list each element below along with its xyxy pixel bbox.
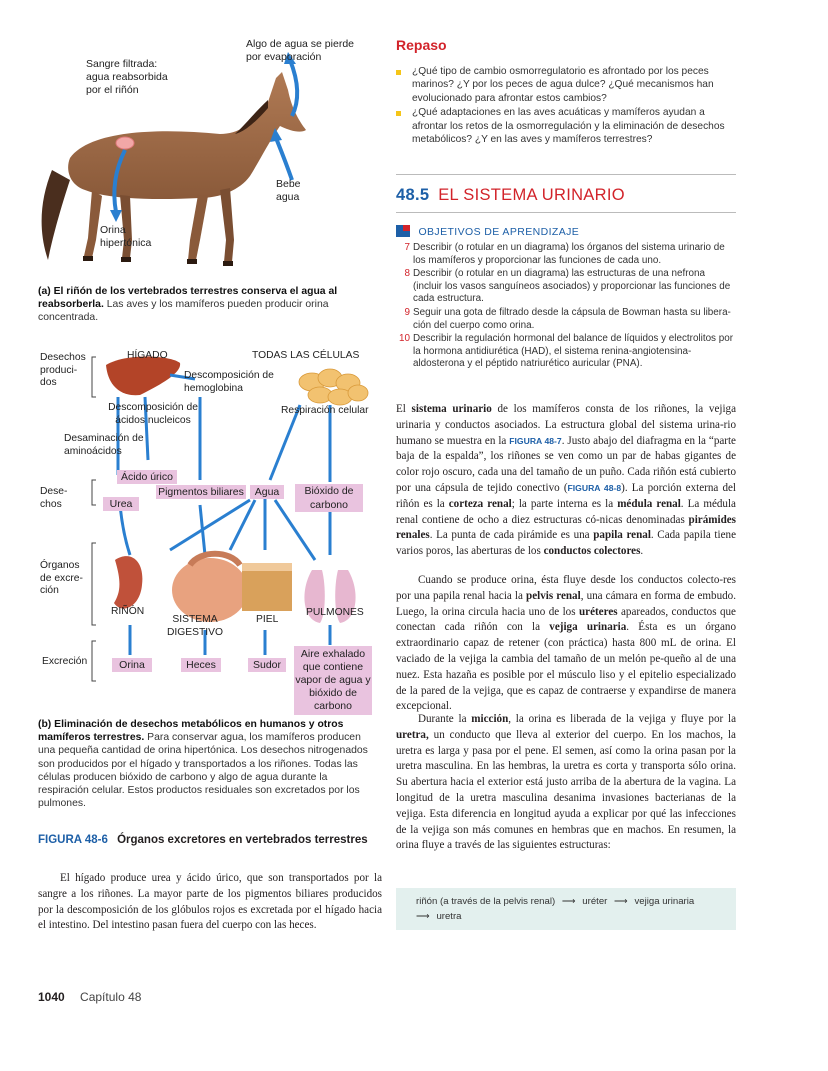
box-orina: Orina (112, 658, 152, 672)
divider (396, 212, 736, 213)
objective-item (396, 333, 736, 371)
section-heading (396, 186, 625, 205)
caption-a (38, 285, 358, 325)
arrow-right-icon: ⟶ (416, 911, 430, 922)
flow-step: uretra (436, 911, 462, 922)
repaso-list (396, 65, 731, 146)
label-excrecion: Excreción (42, 656, 88, 667)
label-rinon: RIÑÓN (111, 606, 145, 617)
box-dioxido: Bióxido de carbono (295, 484, 363, 512)
box-heces: Heces (181, 658, 221, 672)
objective-number: 8 (404, 268, 410, 280)
caption-b (38, 718, 380, 810)
label-descomp-hemoglobina: Descomposición de hemoglobina (184, 370, 274, 394)
caption-a-bold: (a) El riñón de los vertebrados terrestres conserva el agua al reabsorberla. (38, 286, 338, 311)
label-desechos-producidos: Desechos produci-dos (40, 352, 86, 388)
figure-number: FIGURA 48-6 (38, 834, 108, 846)
box-agua: Agua (250, 485, 284, 499)
label-todas-celulas: TODAS LAS CÉLULAS (252, 350, 360, 361)
box-acido-urico: Ácido úrico (117, 470, 177, 484)
objective-item (396, 307, 736, 332)
body-paragraph-2: Cuando se produce orina, ésta fluye desde los conductos colecto-res por una papila renal hacia la pelvis renal, una cámara en forma de embudo. Luego, la orina circula hacia uno de los uréteres apareados, conductos que conectan cada riñón con la vejiga urinaria. Ésta es un órgano extraordinario capaz de retener (con práctica) hasta 800 mL de orina. El vaciado de la vejiga la cambia del tamaño de un melón pe-queño al de una nuez. Esta hazaña es posible por el músculo liso y el epitelio especializado de la pared de la vejiga, que es capaz de contraerse y expandirse de manera excepcional. (396, 574, 736, 713)
body-paragraph-3: Durante la micción, la orina es liberada de la vejiga y fluye por la uretra, un conducto que lleva al exterior del cuerpo. En los machos, la uretra es larga y pasa por el pene. El semen, así como la orina pasan por la uretra masculina. En las hembras, la uretra es corta y transporta sólo orina. Su abertura hacia el exterior está justo arriba de la abertura de la vagina. La longitud de la uretra masculina desanima invasiones bacterianas de la vejiga. Esta diferencia en longitud ayuda a explicar por qué las infecciones de la vejiga son más comunes en hembras que en machos. En resumen, la orina fluye a través de las siguientes estructuras: (396, 713, 736, 852)
arrow-right-icon: ⟶ (614, 896, 628, 907)
arrow-right-icon: ⟶ (561, 896, 576, 907)
caption-b-bold: (b) Eliminación de desechos metabólicos en humanos y otros mamíferos terrestres. (38, 719, 344, 744)
objectives-icon (396, 225, 410, 237)
box-sudor: Sudor (248, 658, 286, 672)
objective-number: 9 (404, 306, 410, 318)
bullet-square-icon (396, 70, 401, 75)
flow-line-2 (416, 911, 462, 922)
label-higado: HÍGADO (127, 350, 168, 361)
objective-text: Describir (o rotular en un diagrama) los órganos del sistema urinario de los mamíferos y proporcionar las funciones de cada uno. (413, 242, 725, 266)
divider (396, 174, 736, 175)
objective-item (396, 268, 736, 306)
label-organos: Órganos de excre-ción (40, 560, 83, 596)
objectives-title: OBJETIVOS DE APRENDIZAJE (418, 226, 580, 238)
bullet-square-icon (396, 111, 401, 116)
label-descomp-acidos: Descomposición de ácidos nucleicos (108, 402, 198, 426)
body-paragraph-1: El sistema urinario de los mamíferos consta de los riñones, la vejiga urinaria y conductos asociados. La estructura global del sistema urina-rio humano se muestra en la FIGURA 48-7. Justo abajo del diafragma en la “parte baja de la espalda”, los riñones se ven como un par de habas gigantes de color rojo oscuro, cada una del tamaño de un puño. Cada riñón está cubierto por una cápsula de tejido conectivo (FIGURA 48-8). La porción externa del riñón es la corteza renal; la parte interna es la médula renal. La médula renal contiene de ocho a diez estructuras có-nicas denominadas pirámides renales. La punta de cada pirámide es una papila renal. Cada papila tiene varios poros, las aberturas de los conductos colectores. (396, 403, 737, 558)
label-desechos: Dese-chos (40, 486, 68, 510)
caption-a-text: Las aves y los mamíferos pueden producir orina concentrada. (38, 299, 329, 324)
repaso-item-text: ¿Qué adaptaciones en las aves acuáticas y mamíferos ayudan a afrontar los retos de la osmorregulación y la eliminación de desechos metabólicos? ¿Y en las aves y mamíferos terrestres? (412, 107, 725, 146)
section-title: EL SISTEMA URINARIO (438, 186, 625, 204)
repaso-item (396, 65, 731, 105)
left-paragraph: El hígado produce urea y ácido úrico, que son transportados por la sangre a los riñones. La mayor parte de los pigmentos biliares producidos por la descomposición de los glóbulos rojos es excretada por el hígado hacia el intestino. Del intestino pasan fuera del cuerpo con las heces. (38, 872, 382, 932)
label-drink-water: Bebe agua (276, 178, 301, 203)
label-resp-celular: Respiración celular (281, 405, 369, 416)
footer (38, 990, 141, 1004)
repaso-title: Repaso (396, 37, 447, 53)
figure-ref[interactable]: FIGURA 48-7 (509, 435, 562, 446)
objectives-heading (396, 222, 579, 240)
section-number: 48.5 (396, 186, 430, 204)
label-pulmones: PULMONES (306, 607, 364, 618)
page-number: 1040 (38, 990, 65, 1004)
objective-text: Describir (o rotular en un diagrama) las estructuras de una nefrona (incluir los vasos sanguíneos asociados) y proporcionar las funciones de cada estructura. (413, 268, 731, 305)
box-aire-exhalado: Aire exhalado que contiene vapor de agua y bióxido de carbono (294, 646, 372, 715)
caption-b-text: Para conservar agua, los mamíferos producen una pequeña cantidad de orina hipertónica. Los desechos nitrogenados son producidos por el hígado y transportados a los riñones. Todas las células producen bióxido de carbono y algo de agua durante la respiración celular. Estos productos residuales son excretados por los pulmones. (38, 732, 368, 810)
objective-text: Seguir una gota de filtrado desde la cápsula de Bowman hasta su libera-ción del cuerpo como orina. (413, 306, 731, 331)
label-sistema-digestivo: SISTEMA DIGESTIVO (166, 614, 224, 638)
horse-illustration (30, 30, 350, 290)
label-piel: PIEL (256, 614, 279, 625)
objective-number: 10 (399, 333, 410, 345)
flow-box (396, 888, 736, 930)
box-pigmentos: Pigmentos biliares (156, 485, 246, 499)
objective-number: 7 (404, 242, 410, 253)
box-urea: Urea (103, 497, 139, 511)
figure-caption (38, 834, 368, 846)
figure-ref[interactable]: FIGURA 48-8 (567, 482, 622, 493)
label-hypertonic-urine: Orina hipertónica (100, 224, 152, 249)
repaso-item (396, 106, 731, 146)
objective-item (396, 242, 736, 267)
label-water-lost: Algo de agua se pierde por evaporación (246, 38, 354, 63)
flow-step: vejiga urinaria (634, 896, 695, 907)
chapter-label: Capítulo 48 (80, 990, 142, 1004)
label-filtered-blood: Sangre filtrada: agua reabsorbida por el riñón (86, 58, 168, 96)
flow-step: uréter (582, 896, 608, 907)
objectives-list (396, 242, 736, 371)
figure-title: Órganos excretores en vertebrados terrestres (117, 834, 368, 846)
objective-text: Describir la regulación hormonal del balance de líquidos y electrolitos por la hormona antidiurética (HAD), el sistema renina-angiotensina-aldosterona y el péptido natriurético auricular (PNA). (413, 333, 734, 370)
flow-line-1 (416, 896, 694, 907)
repaso-item-text: ¿Qué tipo de cambio osmorregulatorio es afrontado por los peces marinos? ¿Y por los peces de agua dulce? ¿Qué mecanismos han evolucionado para afrontar estos cambios? (412, 66, 714, 104)
label-desaminacion: Desaminación de aminoácidos (64, 433, 144, 457)
flow-step: riñón (a través de la pelvis renal) (416, 896, 556, 907)
